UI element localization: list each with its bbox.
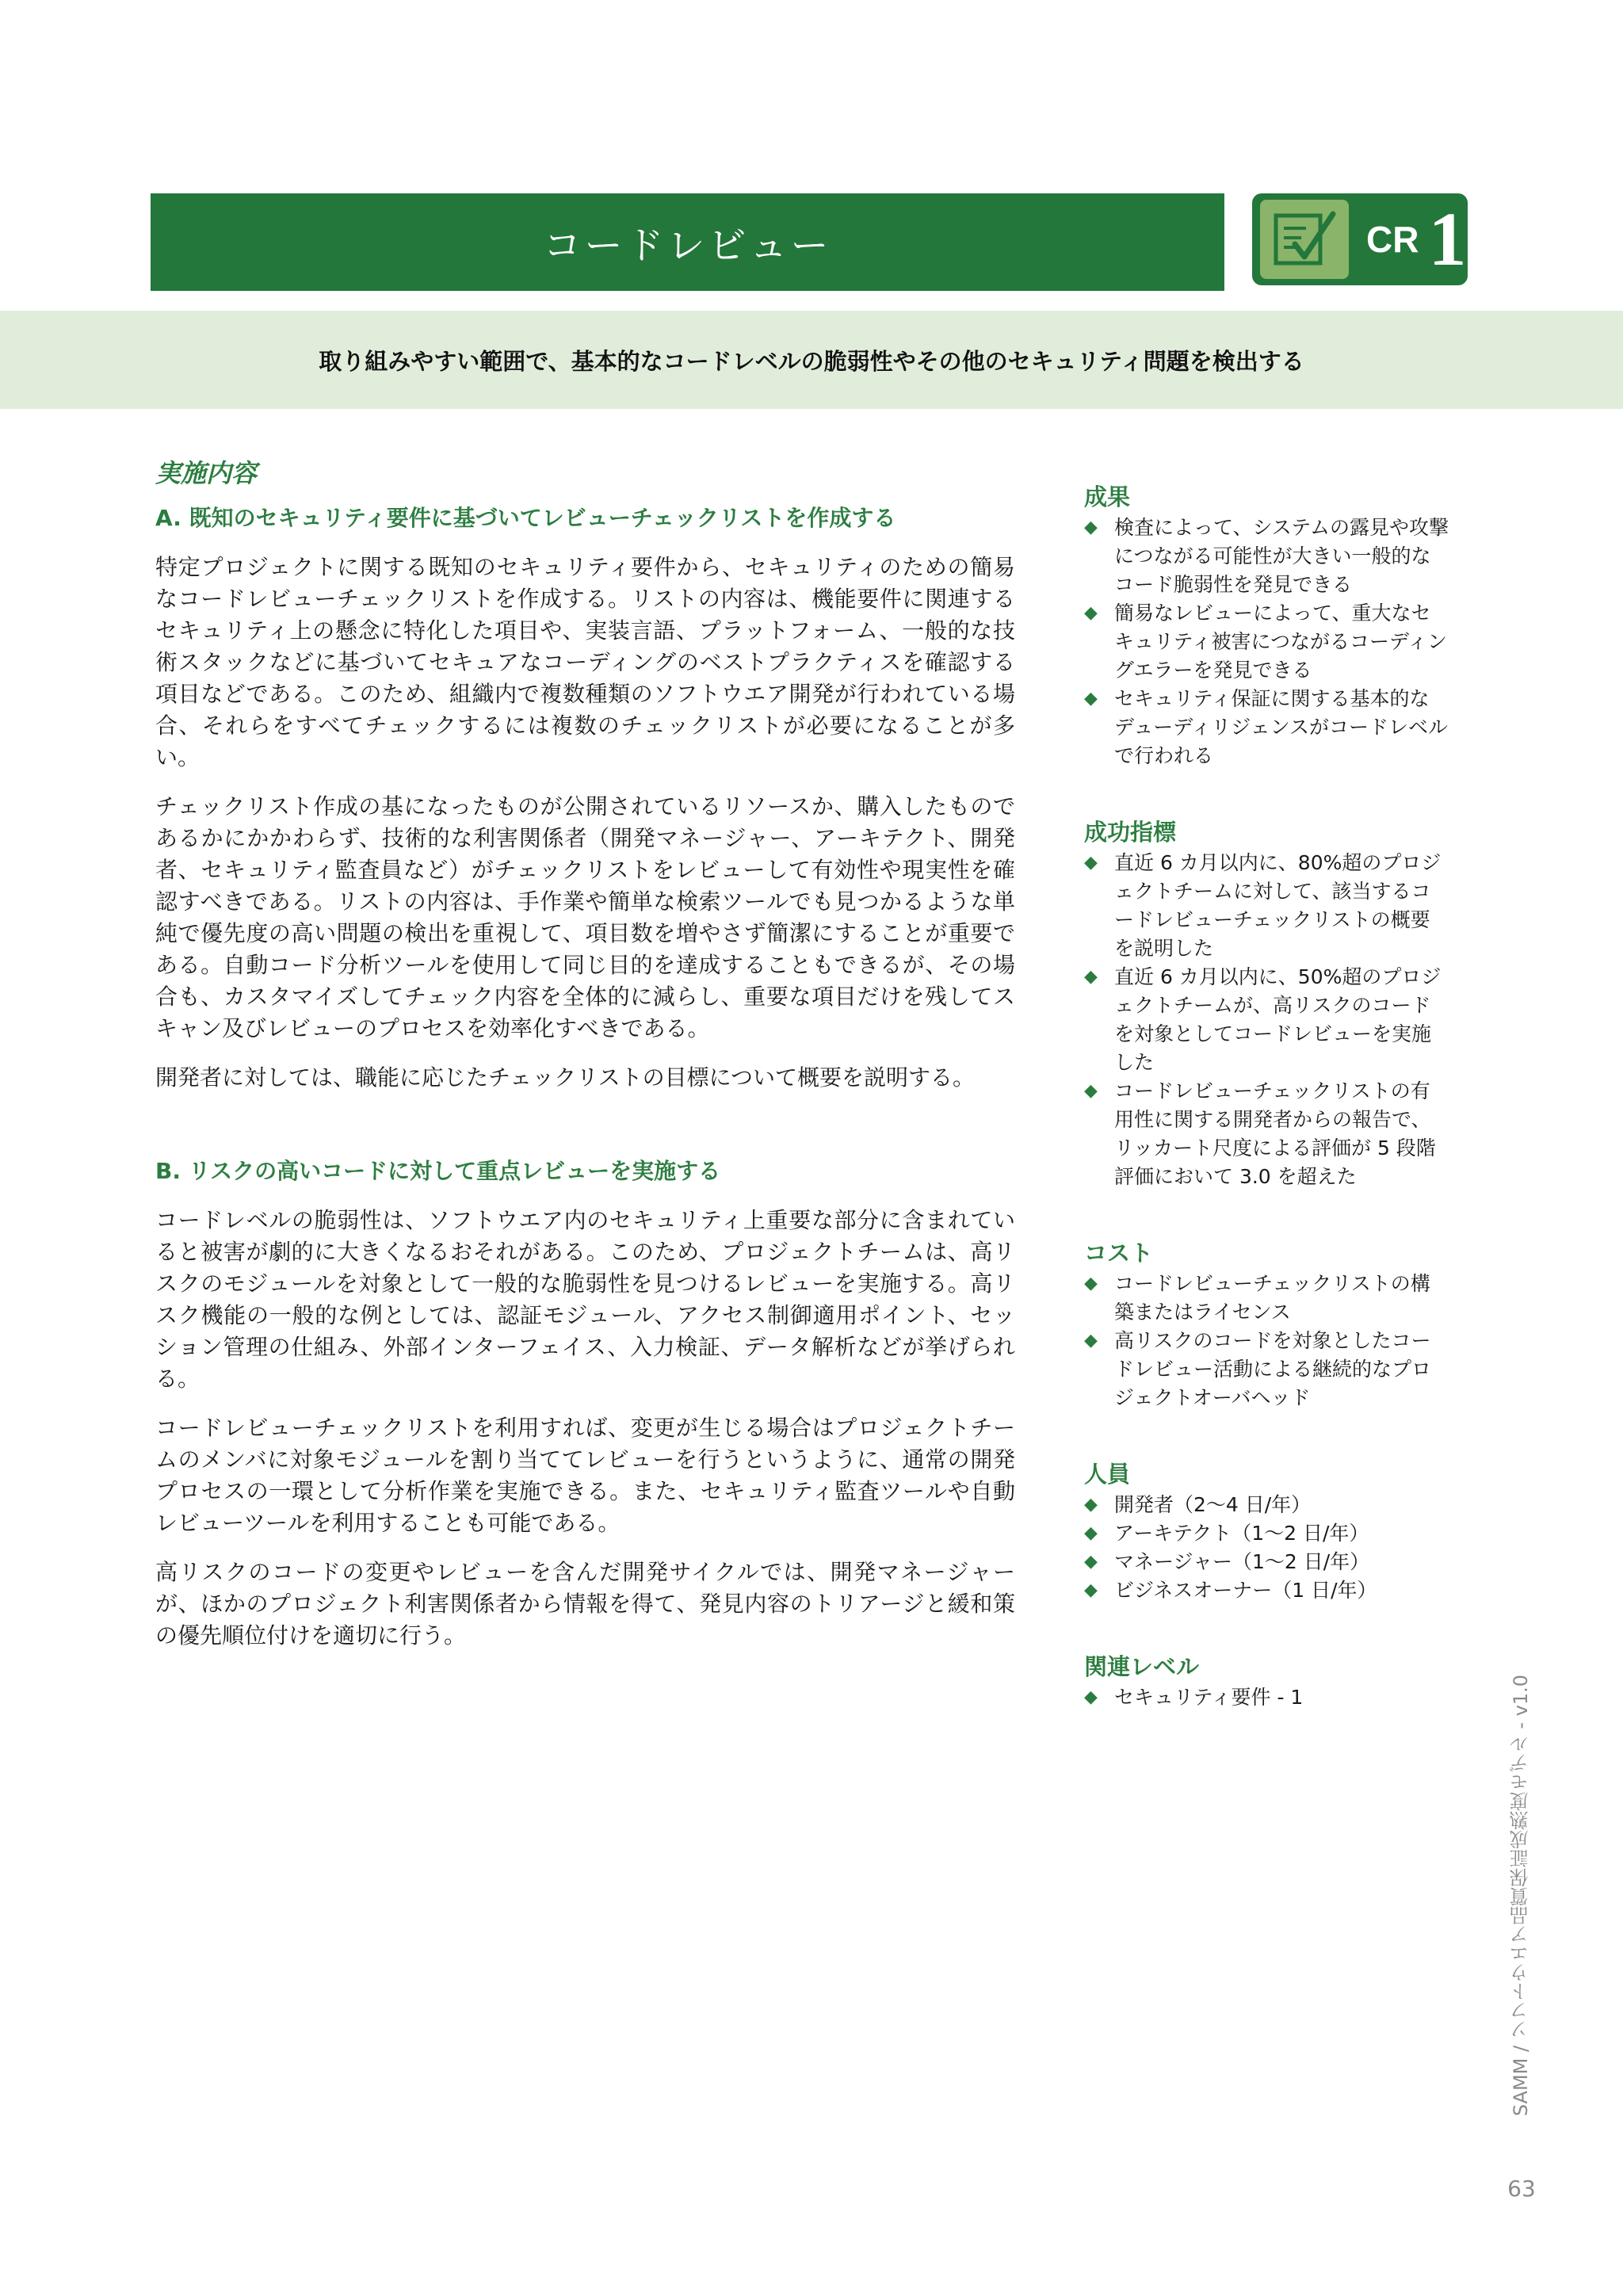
activity-b-heading: B. リスクの高いコードに対して重点レビューを実施する — [155, 1158, 721, 1184]
metrics-block — [1084, 815, 1449, 1191]
activity-a-paragraph: 開発者に対しては、職能に応じたチェックリストの目標について概要を説明する。 — [155, 1064, 976, 1091]
metrics-heading: 成功指標 — [1084, 819, 1177, 846]
list-item: ◆ セキュリティ要件 - 1 — [1084, 1683, 1449, 1712]
related-list — [1084, 1683, 1449, 1712]
related-heading: 関連レベル — [1084, 1653, 1200, 1680]
list-item: ◆ コードレビューチェックリストの構築またはライセンス — [1084, 1270, 1449, 1327]
checklist-check-icon — [1260, 200, 1349, 279]
related-block — [1084, 1649, 1449, 1712]
cost-list — [1084, 1270, 1449, 1412]
diamond-bullet-icon: ◆ — [1084, 1580, 1098, 1600]
page-subtitle: 取り組みやすい範囲で、基本的なコードレベルの脆弱性やその他のセキュリティ問題を検出する — [319, 347, 1304, 375]
badge-level: 1 — [1428, 197, 1467, 281]
diamond-bullet-icon: ◆ — [1084, 967, 1098, 987]
subtitle-band — [0, 311, 1623, 409]
document-title-footer: SAMM / ソフトウエア品質保証成熟度モデル - v1.0 — [1509, 1674, 1532, 2116]
list-item: ◆ 直近 6 カ月以内に、80%超のプロジェクトチームに対して、該当するコードレビューチェックリストの概要を説明した — [1084, 849, 1449, 963]
activity-b-paragraph: 高リスクのコードの変更やレビューを含んだ開発サイクルでは、開発マネージャーが、ほかのプロジェクト利害関係者から情報を得て、発見内容のトリアージと緩和策の優先順位付けを適切に行う。 — [155, 1559, 1015, 1648]
results-heading: 成果 — [1084, 483, 1131, 510]
main-content — [155, 453, 1015, 1669]
page-number: 63 — [1507, 2176, 1536, 2202]
cost-heading: コスト — [1084, 1240, 1154, 1266]
sidebar — [1084, 479, 1449, 1756]
diamond-bullet-icon: ◆ — [1084, 1552, 1098, 1572]
list-item: ◆ ビジネスオーナー（1 日/年） — [1084, 1576, 1449, 1605]
diamond-bullet-icon: ◆ — [1084, 853, 1098, 873]
activity-b-paragraph: コードレベルの脆弱性は、ソフトウエア内のセキュリティ上重要な部分に含まれていると被害が劇的に大きくなるおそれがある。このため、プロジェクトチームは、高リスクのモジュールを対象として一般的な脆弱性を見つけるレビューを実施する。高リスク機能の一般的な例としては、認証モジュール、アクセス制御適用ポイント、セッション管理の仕組み、外部インターフェイス、入力検証、データ解析などが挙げられる。 — [155, 1207, 1015, 1392]
cost-block — [1084, 1236, 1449, 1412]
list-item: ◆ 簡易なレビューによって、重大なセキュリティ被害につながるコーディングエラーを発見できる — [1084, 599, 1449, 685]
list-item: ◆ コードレビューチェックリストの有用性に関する開発者からの報告で、リッカート尺度による評価が 5 段階評価において 3.0 を超えた — [1084, 1077, 1449, 1191]
metrics-list — [1084, 849, 1449, 1191]
diamond-bullet-icon: ◆ — [1084, 1331, 1098, 1350]
list-item: ◆ 開発者（2〜4 日/年） — [1084, 1491, 1449, 1519]
activity-b-paragraph: コードレビューチェックリストを利用すれば、変更が生じる場合はプロジェクトチームのメンバに対象モジュールを割り当ててレビューを行うというように、通常の開発プロセスの一環として分析作業を実施できる。また、セキュリティ監査ツールや自動レビューツールを利用することも可能である。 — [155, 1415, 1015, 1536]
list-item: ◆ 検査によって、システムの露見や攻撃につながる可能性が大きい一般的なコード脆弱性を発見できる — [1084, 514, 1449, 599]
title-bar — [151, 193, 1224, 291]
diamond-bullet-icon: ◆ — [1084, 518, 1098, 537]
page-title: コードレビュー — [543, 223, 832, 268]
badge-code: CR — [1366, 219, 1419, 260]
level-badge — [1252, 193, 1468, 285]
personnel-block — [1084, 1457, 1449, 1605]
personnel-list — [1084, 1491, 1449, 1605]
activity-a-paragraph: チェックリスト作成の基になったものが公開されているリソースか、購入したものであるかにかかわらず、技術的な利害関係者（開発マネージャー、アーキテクト、開発者、セキュリティ監査員など）がチェックリストをレビューして有効性や現実性を確認すべきである。リストの内容は、手作業や簡単な検索ツールでも見つかるような単純で優先度の高い問題の検出を重視して、項目数を増やさず簡潔にすることが重要である。自動コード分析ツールを使用して同じ目的を達成することもできるが、その場合も、カスタマイズしてチェック内容を全体的に減らし、重要な項目だけを残してスキャン及びレビューのプロセスを効率化すべきである。 — [155, 793, 1015, 1041]
diamond-bullet-icon: ◆ — [1084, 1687, 1098, 1707]
list-item: ◆ マネージャー（1〜2 日/年） — [1084, 1548, 1449, 1576]
diamond-bullet-icon: ◆ — [1084, 689, 1098, 709]
list-item: ◆ アーキテクト（1〜2 日/年） — [1084, 1519, 1449, 1548]
diamond-bullet-icon: ◆ — [1084, 1523, 1098, 1543]
diamond-bullet-icon: ◆ — [1084, 1495, 1098, 1515]
section-heading: 実施内容 — [155, 458, 258, 488]
section-gap — [155, 1111, 1015, 1154]
diamond-bullet-icon: ◆ — [1084, 1081, 1098, 1101]
list-item: ◆ セキュリティ保証に関する基本的なデューディリジェンスがコードレベルで行われる — [1084, 685, 1449, 770]
results-list — [1084, 514, 1449, 770]
diamond-bullet-icon: ◆ — [1084, 603, 1098, 623]
results-block — [1084, 479, 1449, 770]
list-item: ◆ 直近 6 カ月以内に、50%超のプロジェクトチームが、高リスクのコードを対象としてコードレビューを実施した — [1084, 963, 1449, 1077]
list-item: ◆ 高リスクのコードを対象としたコードレビュー活動による継続的なプロジェクトオーバヘッド — [1084, 1327, 1449, 1412]
diamond-bullet-icon: ◆ — [1084, 1274, 1098, 1293]
activity-a-paragraph: 特定プロジェクトに関する既知のセキュリティ要件から、セキュリティのための簡易なコードレビューチェックリストを作成する。リストの内容は、機能要件に関連するセキュリティ上の懸念に特化した項目や、実装言語、プラットフォーム、一般的な技術スタックなどに基づいてセキュアなコーディングのベストプラクティスを確認する項目などである。このため、組織内で複数種類のソフトウエア開発が行われている場合、それらをすべてチェックするには複数のチェックリストが必要になることが多い。 — [155, 554, 1015, 770]
activity-a-heading: A. 既知のセキュリティ要件に基づいてレビューチェックリストを作成する — [155, 505, 896, 531]
personnel-heading: 人員 — [1084, 1461, 1131, 1488]
running-footer — [1504, 1625, 1536, 2116]
